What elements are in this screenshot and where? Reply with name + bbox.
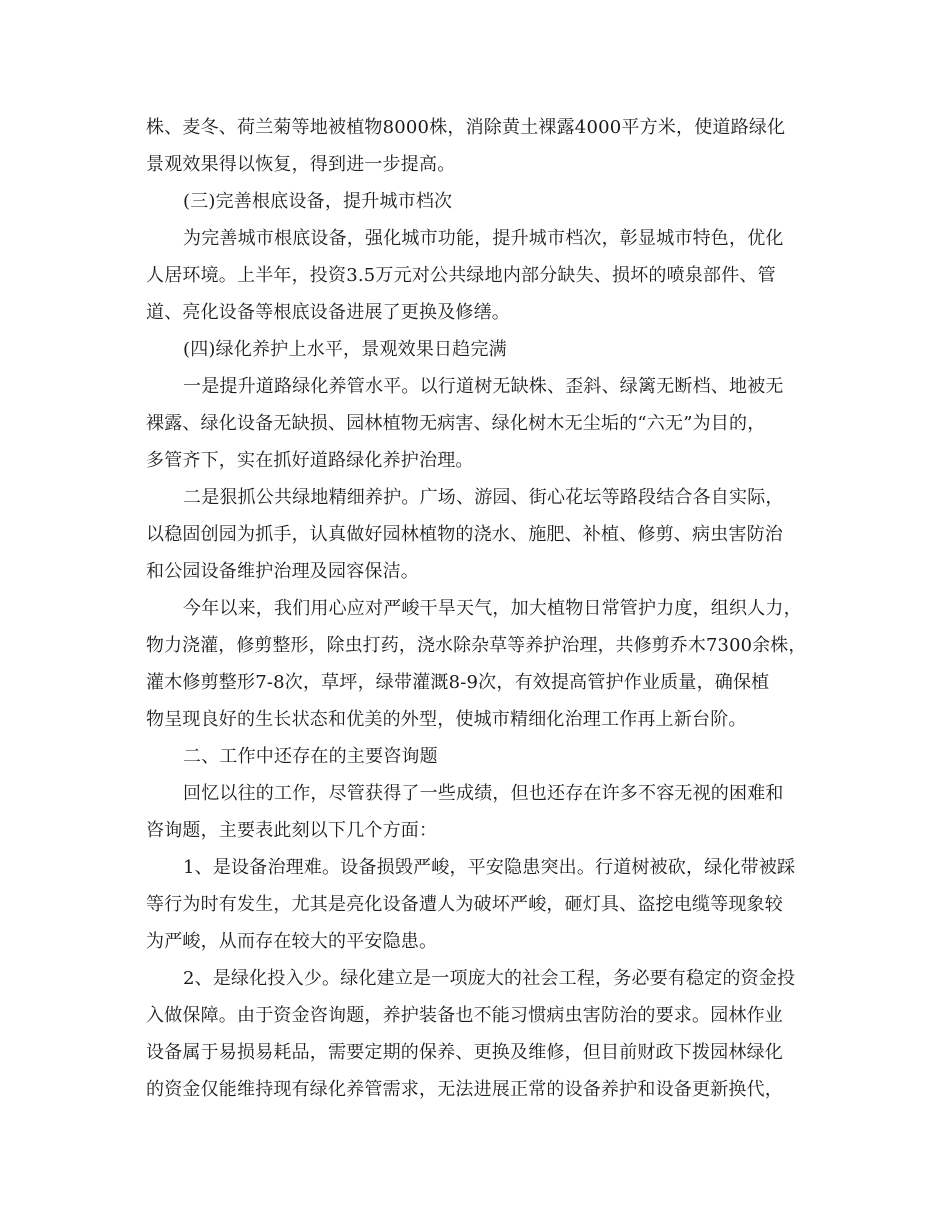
text-line: (三)完善根底设备，提升城市档次 xyxy=(183,191,453,212)
text-line: 为完善城市根底设备，强化城市功能，提升城市档次，彰显城市特色，优化 xyxy=(183,228,784,249)
text-line: 1、是设备治理难。设备损毁严峻，平安隐患突出。行道树被砍，绿化带被踩 xyxy=(183,857,796,878)
text-line: (四)绿化养护上水平，景观效果日趋完满 xyxy=(183,339,507,360)
text-line: 回忆以往的工作，尽管获得了一些成绩，但也还存在许多不容无视的困难和 xyxy=(183,783,784,804)
text-line: 物呈现良好的生长状态和优美的外型，使城市精细化治理工作再上新台阶。 xyxy=(146,709,747,730)
text-line: 多管齐下，实在抓好道路绿化养护治理。 xyxy=(146,450,474,471)
text-line: 今年以来，我们用心应对严峻干旱天气，加大植物日常管护力度，组织人力， xyxy=(183,598,802,619)
text-line: 灌木修剪整形7-8次，草坪，绿带灌溉8-9次，有效提高管护作业质量，确保植 xyxy=(146,672,770,693)
text-line: 咨询题，主要表此刻以下几个方面： xyxy=(146,820,438,841)
text-line: 以稳固创园为抓手，认真做好园林植物的浇水、施肥、补植、修剪、病虫害防治 xyxy=(146,524,783,545)
text-line: 等行为时有发生，尤其是亮化设备遭人为破坏严峻，砸灯具、盗挖电缆等现象较 xyxy=(146,894,783,915)
text-line: 设备属于易损易耗品，需要定期的保养、更换及维修，但目前财政下拨园林绿化 xyxy=(146,1042,783,1063)
text-line: 道、亮化设备等根底设备进展了更换及修缮。 xyxy=(146,302,510,323)
text-line: 人居环境。上半年，投资3.5万元对公共绿地内部分缺失、损坏的喷泉部件、管 xyxy=(146,265,776,286)
text-line: 二、工作中还存在的主要咨询题 xyxy=(183,746,438,767)
text-line: 和公园设备维护治理及园容保洁。 xyxy=(146,561,419,582)
text-line: 二是狠抓公共绿地精细养护。广场、游园、街心花坛等路段结合各自实际， xyxy=(183,487,784,508)
text-line: 的资金仅能维持现有绿化养管需求，无法进展正常的设备养护和设备更新换代， xyxy=(146,1079,783,1100)
text-line: 入做保障。由于资金咨询题，养护装备也不能习惯病虫害防治的要求。园林作业 xyxy=(146,1005,783,1026)
text-line: 株、麦冬、荷兰菊等地被植物8000株，消除黄土裸露4000平方米，使道路绿化 xyxy=(146,117,786,138)
text-line: 景观效果得以恢复，得到进一步提高。 xyxy=(146,154,456,175)
text-line: 2、是绿化投入少。绿化建立是一项庞大的社会工程，务必要有稳定的资金投 xyxy=(183,968,796,989)
text-line: 为严峻，从而存在较大的平安隐患。 xyxy=(146,931,438,952)
text-line: 物力浇灌，修剪整形，除虫打药，浇水除杂草等养护治理，共修剪乔木7300余株， xyxy=(146,635,807,656)
text-line: 裸露、绿化设备无缺损、园林植物无病害、绿化树木无尘垢的“六无”为目的， xyxy=(146,413,766,434)
text-line: 一是提升道路绿化养管水平。以行道树无缺株、歪斜、绿篱无断档、地被无 xyxy=(183,376,784,397)
